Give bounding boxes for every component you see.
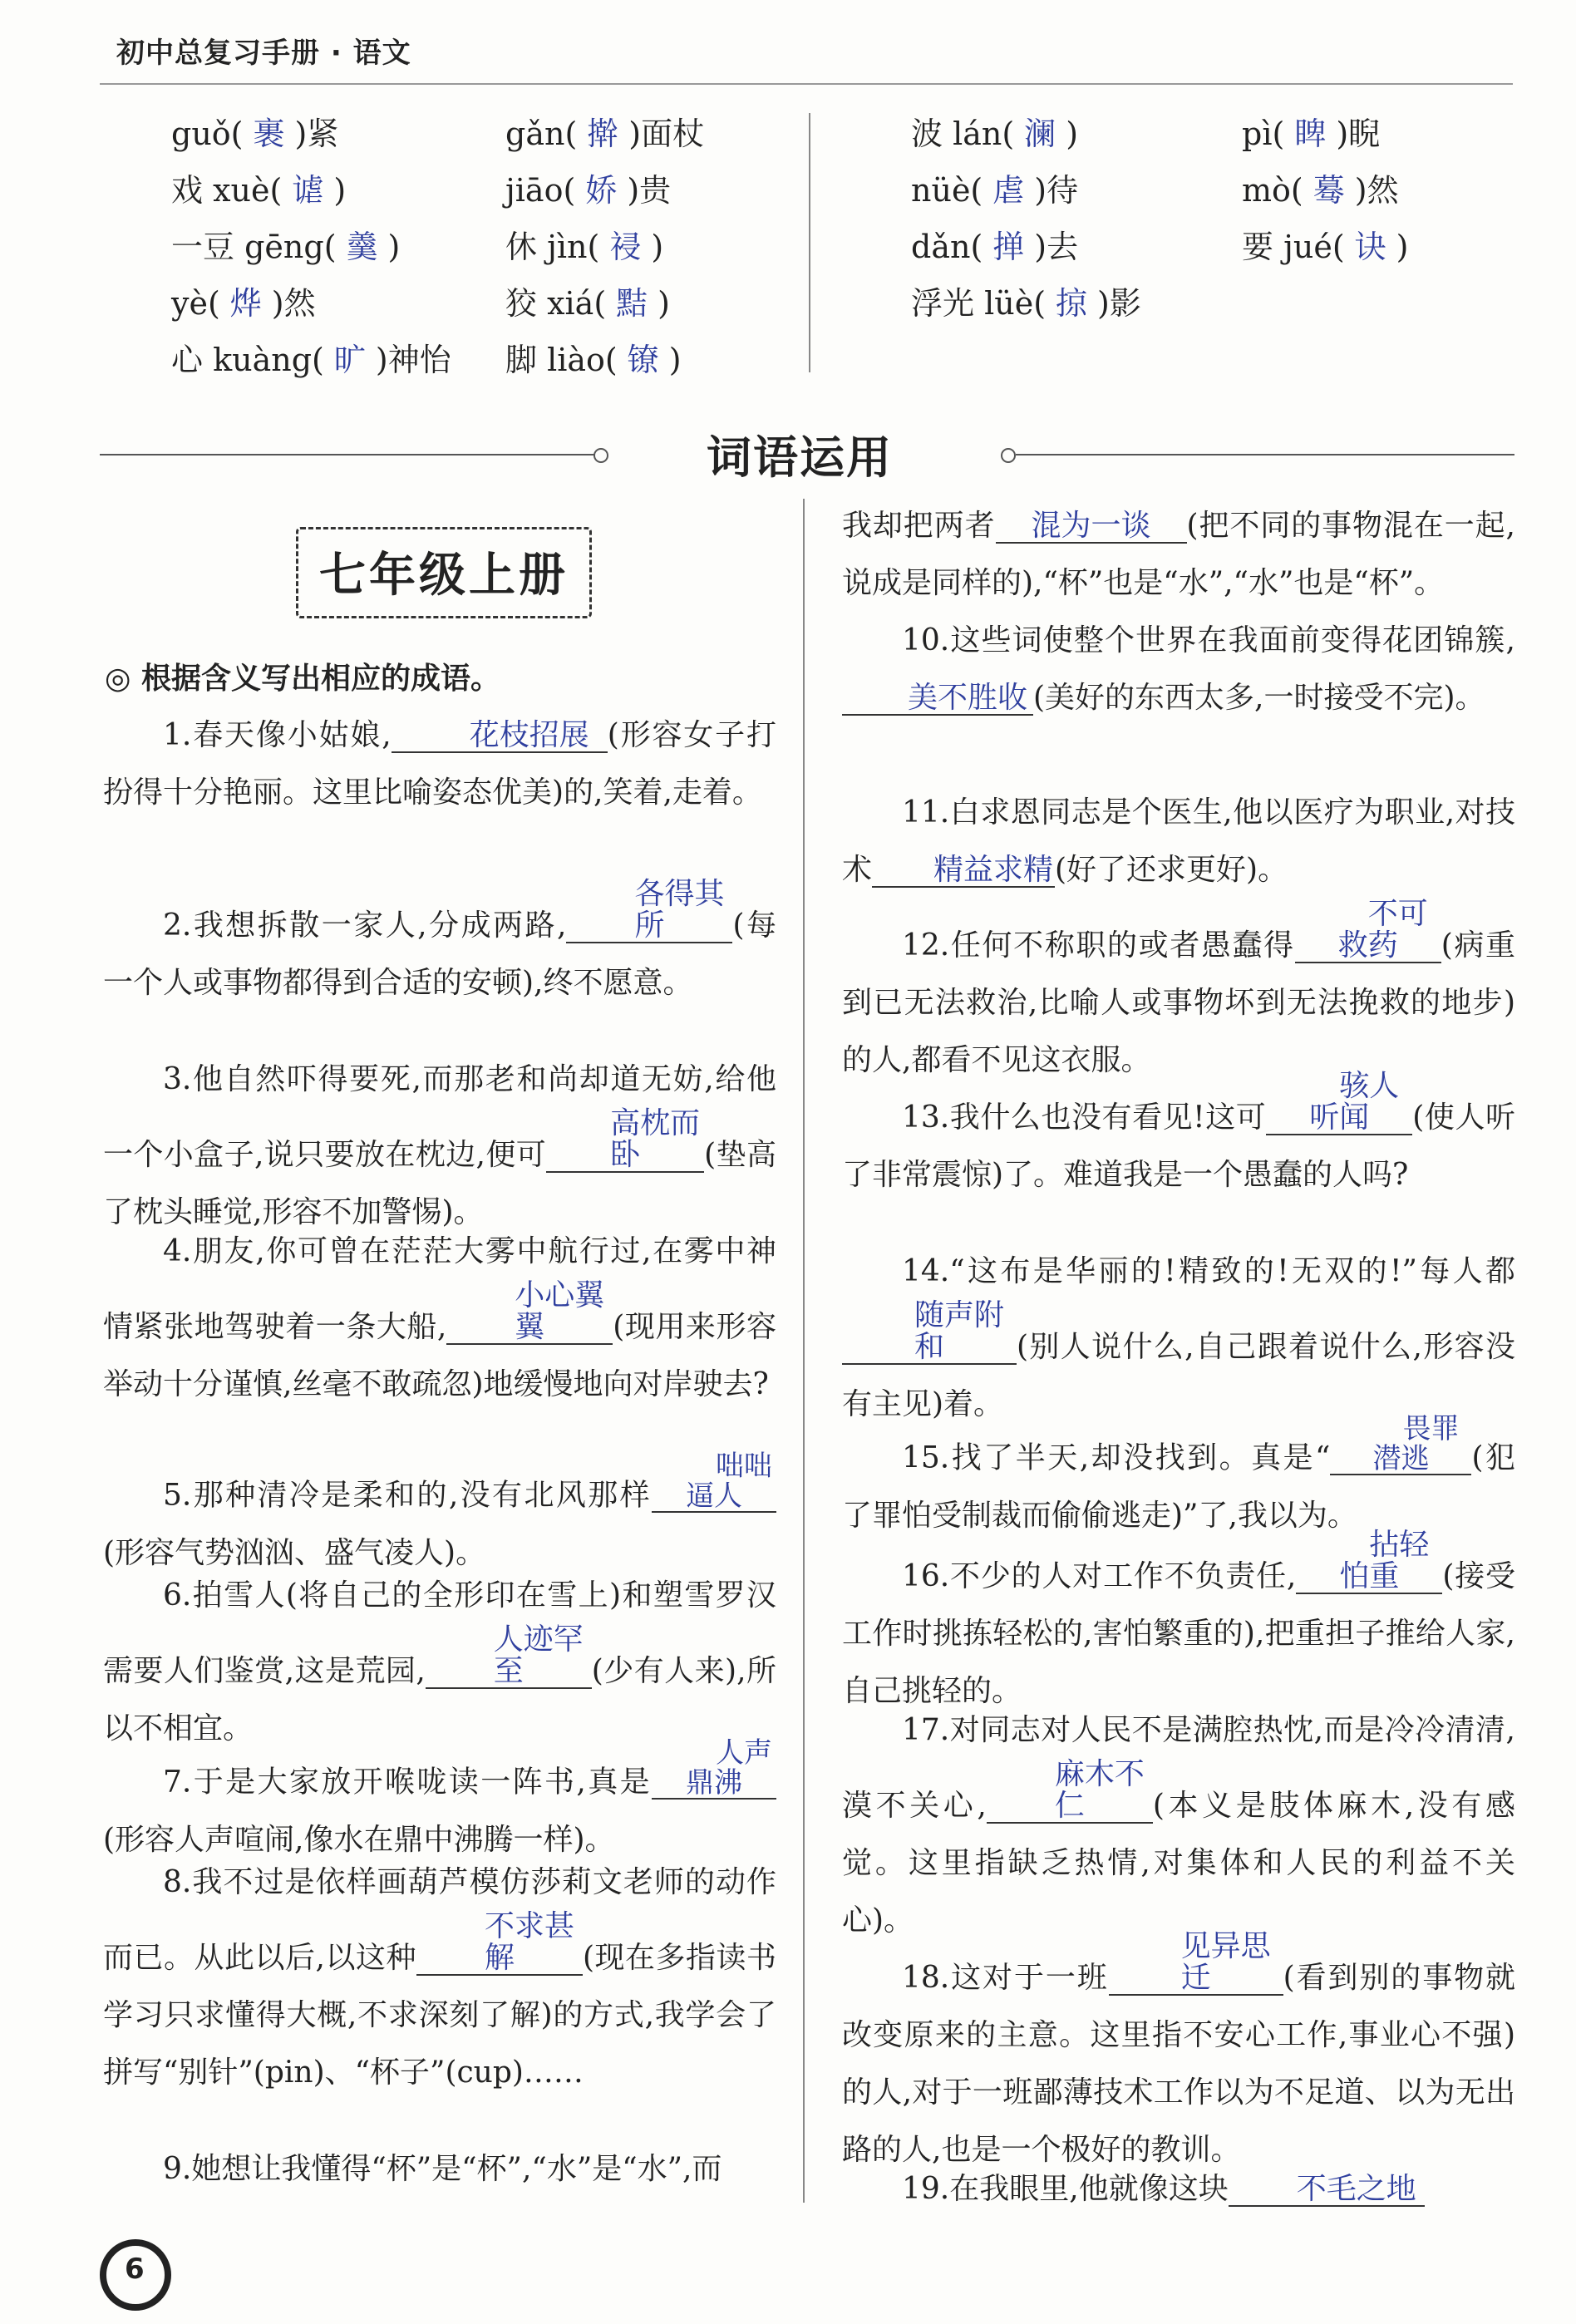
answer-18: 见异思迁 [1109,1931,1283,1996]
pinyin-item: 脚 liào( 镣 ) [505,342,682,378]
page-number: 6 [125,2253,145,2286]
question-6: 6.拍雪人(将自己的全形印在雪上)和塑雪罗汉需要人们鉴赏,这是荒园,人迹罕至 (少有人来),所以不相宜。 [103,1578,776,1745]
pinyin-item: 波 lán( 澜 ) [911,116,1079,152]
pinyin-column-2 [505,108,704,391]
pinyin-column-4 [1242,108,1409,278]
answer-17: 麻木不仁 [987,1759,1153,1824]
answer-19: 不毛之地 [1229,2174,1425,2207]
question-15: 15.找了半天,却没找到。真是“畏罪潜逃 (犯了罪怕受制裁而偷偷逃走)”了,我以为。 [842,1412,1516,1533]
pinyin-item: guǒ( 裹 )紧 [171,116,339,152]
question-19: 19.在我眼里,他就像这块 不毛之地 [842,2160,1515,2218]
section-marker-right [1001,448,1016,463]
question-7: 7.于是大家放开喉咙读一阵书,真是人声鼎沸(形容人声喧闹,像水在鼎中沸腾一样)。 [103,1739,776,1869]
question-17: 17.对同志对人民不是满腔热忱,而是冷冷清清,漠不关心,麻木不仁 (本义是肢体麻木,没有感觉。这里指缺乏热情,对集体和人民的利益不关心)。 [842,1713,1515,1937]
exercise-instruction: ◎ 根据含义写出相应的成语。 [105,662,500,696]
pinyin-item: 一豆 gēng( 羹 ) [171,229,401,265]
section-title: 词语运用 [707,431,893,484]
pinyin-item: 戏 xuè( 谑 ) [171,172,347,209]
pinyin-item: dǎn( 掸 )去 [911,229,1079,265]
answer-16: 拈轻怕重 [1296,1529,1442,1594]
answer-3: 高枕而卧 [546,1108,704,1173]
pinyin-item: mò( 蓦 )然 [1242,172,1399,209]
question-16: 16.不少的人对工作不负责任,拈轻怕重 (接受工作时挑拣轻松的,害怕繁重的),把重担子推给人家,自己挑轻的。 [842,1528,1515,1708]
pinyin-item: 要 jué( 诀 ) [1242,229,1409,265]
question-18: 18.这对于一班见异思迁 (看到别的事物就改变原来的主意。这里指不安心工作,事业心不强)的人,对于一班鄙薄技术工作以为不足道、以为无出路的人,也是一个极好的教训。 [842,1929,1515,2167]
answer-13: 骇人听闻 [1266,1071,1412,1135]
answer-4: 小心翼翼 [446,1280,613,1345]
pinyin-item: yè( 烨 )然 [171,285,316,322]
question-9-start: 9.她想让我懂得“杯”是“杯”,“水”是“水”,而 [163,2152,722,2186]
pinyin-item: 休 jìn( 祲 ) [505,229,664,265]
pinyin-item: 狡 xiá( 黠 ) [505,285,670,322]
column-divider-main [803,499,805,2203]
answer-1: 花枝招展 [392,720,608,753]
section-marker-left [593,448,608,463]
answer-10: 美不胜收 [842,682,1033,716]
answer-12: 不可救药 [1295,899,1441,963]
pinyin-column-1 [171,108,451,391]
question-10: 10.这些词使整个世界在我面前变得花团锦簇,美不胜收 (美好的东西太多,一时接受不完)。 [842,612,1515,726]
answer-11: 精益求精 [872,854,1055,888]
running-header: 初中总复习手册 · 语文 [116,37,411,70]
pinyin-item: jiāo( 娇 )贵 [505,172,672,209]
answer-9: 混为一谈 [996,510,1187,544]
pinyin-item: pì( 睥 )睨 [1242,116,1381,152]
answer-8: 不求甚解 [416,1911,583,1976]
grade-label: 七年级上册 [319,548,569,603]
section-rule-right [1016,454,1514,455]
section-rule-left [100,454,598,455]
question-2: 2.我想拆散一家人,分成两路,各得其所 (每一个人或事物都得到合适的安顿),终不愿意。 [103,877,776,1000]
pinyin-item: nüè( 虐 )待 [911,172,1079,209]
column-divider-top [809,113,810,372]
header-rule [100,83,1513,85]
pinyin-item: 浮光 lüè( 掠 )影 [911,285,1141,322]
pinyin-item: 心 kuàng( 旷 )神怡 [171,342,451,378]
question-4: 4.朋友,你可曾在茫茫大雾中航行过,在雾中神情紧张地驾驶着一条大船,小心翼翼 (现用来形容举动十分谨慎,丝毫不敢疏忽)地缓慢地向对岸驶去? [103,1234,776,1401]
question-12: 12.任何不称职的或者愚蠢得不可救药 (病重到已无法救治,比喻人或事物坏到无法挽救的地步)的人,都看不见这衣服。 [842,897,1515,1077]
pinyin-column-3 [911,108,1141,334]
answer-7: 人声鼎沸 [652,1739,776,1800]
question-9-cont: 我却把两者 混为一谈 (把不同的事物混在一起,说成是同样的),“杯”也是“水”,“水”也是“杯”。 [842,509,1515,600]
question-11: 11.白求恩同志是个医生,他以医疗为职业,对技术 精益求精(好了还求更好)。 [842,795,1515,887]
question-8: 8.我不过是依样画葫芦模仿莎莉文老师的动作而已。从此以后,以这种不求甚解 (现在多指读书学习只求懂得大概,不求深刻了解)的方式,我学会了拼写“别针”(pin)、“杯子”(cup)…… [103,1865,776,2090]
answer-5: 咄咄逼人 [652,1452,776,1513]
question-1: 1.春天像小姑娘, 花枝招展 (形容女子打扮得十分艳丽。这里比喻姿态优美)的,笑着,走着。 [103,718,776,810]
answer-6: 人迹罕至 [426,1624,592,1689]
answer-2: 各得其所 [566,879,732,943]
pinyin-item: gǎn( 擀 )面杖 [505,116,705,152]
question-3: 3.他自然吓得要死,而那老和尚却道无妨,给他一个小盒子,说只要放在枕边,便可高枕而卧 (垫高了枕头睡觉,形容不加警惕)。 [103,1062,777,1229]
answer-15: 畏罪潜逃 [1330,1415,1471,1475]
question-5: 5.那种清冷是柔和的,没有北风那样咄咄逼人(形容气势汹汹、盛气凌人)。 [103,1452,776,1582]
question-13: 13.我什么也没有看见!这可骇人听闻 (使人听了非常震惊)了。难道我是一个愚蠢的人吗? [842,1069,1515,1192]
question-14: 14.“这布是华丽的!精致的!无双的!”每人都随声附和 (别人说什么,自己跟着说什么,形容没有主见)着。 [842,1254,1515,1421]
answer-14: 随声附和 [842,1300,1017,1365]
